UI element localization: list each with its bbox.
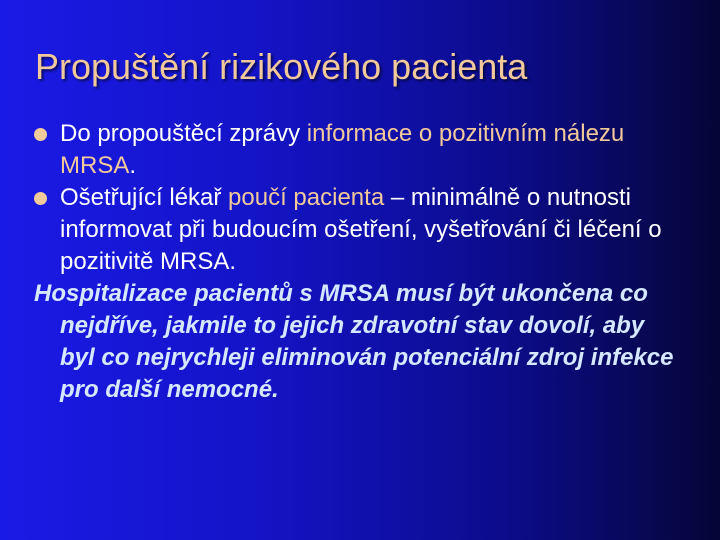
bullet-dot-icon: [34, 128, 47, 141]
bullet-text: Ošetřující lékař: [60, 184, 229, 211]
bullet-dot-icon: [34, 192, 47, 205]
hospitalization-paragraph: Hospitalizace pacientů s MRSA musí být ukončena co nejdříve, jakmile to jejich zdravotní stav dovolí, aby byl co nejrychleji eliminován potenciální zdroj infekce pro další nemocné.: [34, 280, 674, 403]
bullet-highlight: informace o pozitivním nálezu MRSA: [60, 120, 625, 179]
bullet-text: Do propouštěcí zprávy: [60, 120, 307, 147]
slide-title: Propuštění rizikového pacienta: [35, 46, 528, 87]
bullet-item-discharge-report: [34, 118, 684, 182]
slide-body: [34, 118, 684, 406]
bullet-text-end: .: [129, 152, 137, 179]
bullet-item-physician: [34, 182, 684, 278]
bullet-text-end: – minimálně o nutnosti informovat při budoucím ošetření, vyšetřování či léčení o pozitivitě MRSA.: [60, 184, 662, 275]
bullet-highlight: poučí pacienta: [228, 184, 385, 211]
